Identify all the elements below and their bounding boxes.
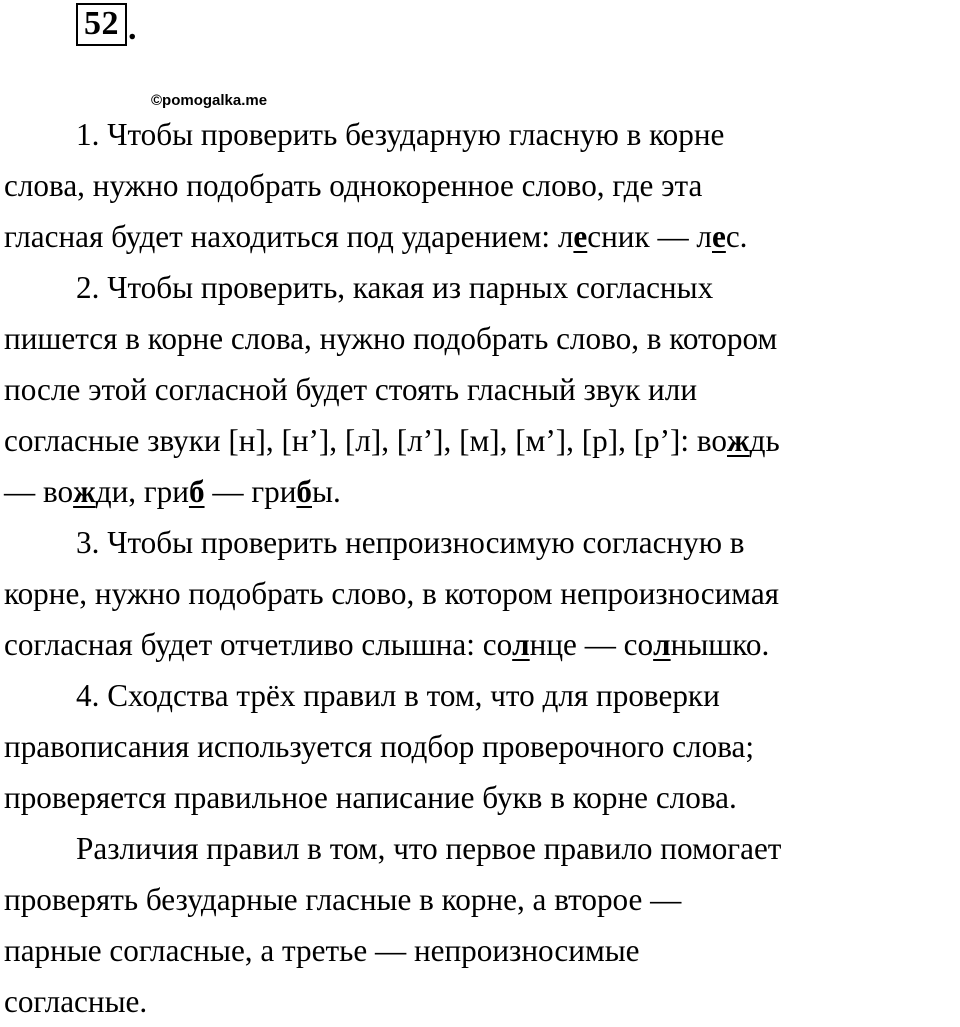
text-line: 3. Чтобы проверить непроизносимую согласную в (76, 525, 745, 560)
highlighted-letter: ж (727, 423, 750, 458)
task-number (76, 6, 137, 46)
text-line: согласные звуки [н], [н’], [л], [л’], [м], [м’], [р], [р’]: вождь (4, 423, 780, 458)
highlighted-letter: е (573, 219, 588, 254)
paragraph-2 (4, 262, 958, 517)
paragraph-5 (4, 823, 958, 1027)
highlighted-letter: л (512, 627, 530, 662)
watermark: ©pomogalka.me (151, 92, 268, 109)
highlighted-letter: ж (73, 474, 96, 509)
text-line: пишется в корне слова, нужно подобрать слово, в котором (4, 321, 778, 356)
text-line: правописания используется подбор проверочного слова; (4, 729, 755, 764)
text-line: корне, нужно подобрать слово, в котором непроизносимая (4, 576, 780, 611)
highlighted-letter: б (296, 474, 312, 509)
text-line: проверяется правильное написание букв в корне слова. (4, 780, 737, 815)
paragraph-3 (4, 517, 958, 670)
text-line: Различия правил в том, что первое правило помогает (76, 831, 782, 866)
paragraph-4 (4, 670, 958, 823)
text-line: проверять безударные гласные в корне, а второе — (4, 882, 682, 917)
text-line: гласная будет находиться под ударением: лесник — лес. (4, 219, 748, 254)
text-line: 2. Чтобы проверить, какая из парных согласных (76, 270, 714, 305)
highlighted-letter: е (712, 219, 726, 254)
paragraph-1 (4, 109, 958, 262)
text-line: парные согласные, а третье — непроизносимые (4, 933, 640, 968)
highlighted-letter: л (653, 627, 671, 662)
task-number-box: 52 (76, 3, 127, 46)
text-line: слова, нужно подобрать однокоренное слово, где эта (4, 168, 703, 203)
text-line: согласные. (4, 984, 148, 1019)
highlighted-letter: б (188, 474, 205, 509)
text-line: после этой согласной будет стоять гласный звук или (4, 372, 698, 407)
text-line: согласная будет отчетливо слышна: солнце — солнышко. (4, 627, 770, 662)
text-line: — вожди, гриб — грибы. (4, 474, 341, 509)
answer-text (4, 109, 958, 1027)
text-line: 4. Сходства трёх правил в том, что для проверки (76, 678, 720, 713)
task-number-dot: . (128, 10, 137, 47)
text-line: 1. Чтобы проверить безударную гласную в корне (76, 117, 725, 152)
